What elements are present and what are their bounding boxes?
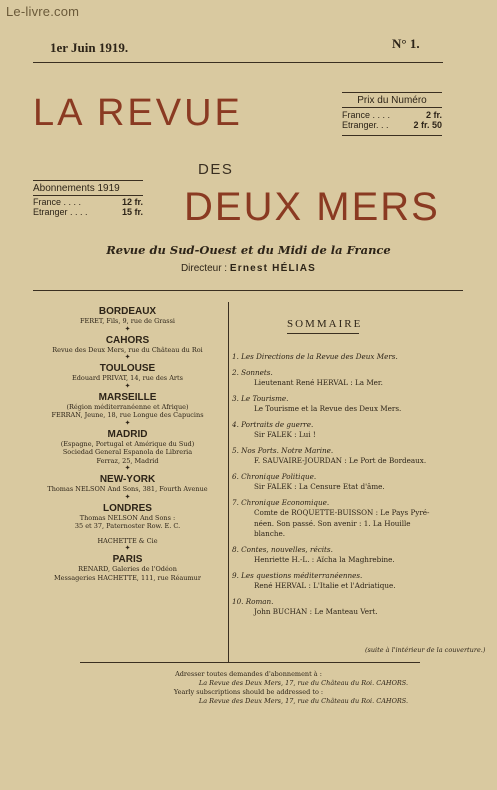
agency-line: (Espagne, Portugal et Amérique du Sud)	[60, 439, 195, 448]
agency-line: Thomas NELSON And Sons :	[79, 513, 176, 522]
ornament-icon: ✦	[124, 418, 131, 427]
agency-bordeaux	[35, 306, 220, 326]
agency-line: HACHETTE & Cie	[97, 536, 158, 545]
agency-city: LONDRES	[103, 502, 152, 514]
agency-city: PARIS	[112, 554, 143, 565]
agency-marseille	[35, 392, 220, 420]
toc-item	[232, 352, 460, 363]
agency-line: Ferraz, 25, Madrid	[96, 456, 159, 465]
toc-item	[232, 446, 460, 467]
toc-item-heading: 1. Les Directions de la Revue des Deux Mers.	[232, 352, 398, 361]
price-rule-mid	[342, 107, 442, 108]
column-divider	[228, 302, 229, 662]
toc-item-entry: néen. Son passé. Son avenir : 1. La Houille	[254, 518, 411, 528]
ornament-icon: ✦	[124, 353, 131, 361]
toc-item-heading: 3. Le Tourisme.	[232, 393, 289, 403]
toc-item-heading: 7. Chronique Economique.	[232, 497, 330, 507]
agency-line: Thomas NELSON And Sons, 381, Fourth Avenue	[47, 485, 208, 493]
toc-item-heading: 2. Sonnets.	[232, 367, 273, 377]
section-rule	[33, 290, 463, 291]
toc-item-entry: René HERVAL : L'Italie et l'Adriatique.	[254, 581, 396, 590]
agency-city: NEW-YORK	[99, 474, 156, 485]
price-value: 2 fr. 50	[413, 120, 442, 130]
footer-address-en	[0, 697, 497, 706]
agency-line: 35 et 37, Paternoster Row. E. C.	[74, 522, 181, 530]
issue-date: 1er Juin 1919.	[50, 40, 129, 55]
toc-item-entry: Le Tourisme et la Revue des Deux Mers.	[254, 404, 402, 413]
agency-new-york	[35, 474, 220, 494]
toc-item-entry: Sir FALEK : Lui !	[254, 430, 316, 439]
footer-address-en-text: La Revue des Deux Mers, 17, rue du Château du Roi. CAHORS.	[198, 697, 409, 705]
toc-item-entry: F. SAUVAIRE-JOURDAN : Le Port de Bordeaux.	[254, 456, 427, 465]
toc-item	[232, 420, 460, 441]
subscription-rule-mid	[33, 195, 143, 196]
toc-item-heading: 6. Chronique Politique.	[232, 471, 317, 481]
toc-item-heading: 9. Les questions méditerranéennes.	[232, 570, 363, 580]
issue-number: N° 1.	[392, 36, 420, 51]
agency-toulouse	[35, 363, 220, 383]
subscription-label: France . . . .	[33, 197, 82, 207]
toc-item	[232, 597, 460, 618]
title-la-revue: LA REVUE	[33, 92, 243, 134]
agency-londres	[35, 503, 220, 546]
title-des: DES	[198, 161, 234, 178]
director-label: Directeur :	[180, 263, 228, 274]
agency-line: Sociedad General Espanola de Libreria	[62, 448, 193, 456]
toc-item-entry: Comte de ROQUETTE-BUISSON : Le Pays Pyré-	[254, 508, 430, 517]
subscription-row	[33, 197, 143, 207]
price-rule-top	[342, 92, 442, 93]
toc-item-heading: 5. Nos Ports. Notre Marine.	[232, 445, 334, 455]
toc-item-entry: blanche.	[254, 529, 286, 538]
subscription-value: 15 fr.	[121, 207, 143, 217]
toc-item	[232, 571, 460, 592]
agency-line: FERRAN, Jeune, 18, rue Longue des Capucins	[51, 411, 204, 419]
header-rule	[33, 62, 443, 63]
toc-item-heading: 8. Contes, nouvelles, récits.	[232, 544, 333, 554]
toc-item-heading: 4. Portraits de guerre.	[232, 419, 314, 429]
director-name: Ernest HÉLIAS	[229, 263, 317, 274]
watermark: Le-livre.com	[6, 4, 80, 19]
agency-line: Revue des Deux Mers, rue du Château du Roi	[52, 345, 203, 354]
agency-city: MARSEILLE	[98, 391, 157, 403]
agency-paris	[35, 554, 220, 582]
toc-item-heading: 10. Roman.	[232, 596, 274, 606]
agencies-column	[35, 300, 220, 582]
toc-item-entry: John BUCHAN : Le Manteau Vert.	[254, 607, 378, 616]
toc-item	[232, 394, 460, 415]
agency-line: RENARD, Galeries de l'Odéon	[78, 565, 177, 573]
agency-city: BORDEAUX	[98, 306, 157, 317]
price-box	[342, 95, 442, 130]
ornament-icon: ✦	[124, 464, 131, 472]
ornament-icon: ✦	[124, 544, 131, 552]
subscription-heading: Abonnements 1919	[33, 183, 120, 194]
subscription-row	[33, 207, 143, 217]
ornament-icon: ✦	[124, 324, 131, 333]
toc-item	[232, 472, 460, 493]
price-row	[342, 120, 442, 130]
toc-item-entry: Lieutenant René HERVAL : La Mer.	[254, 378, 383, 387]
director-line	[0, 263, 497, 274]
ornament-icon: ✦	[124, 492, 131, 501]
toc-item-entry: Henriette H.-L. : Aïcha la Maghrebine.	[254, 555, 395, 564]
agency-city: TOULOUSE	[99, 363, 156, 374]
price-row	[342, 110, 442, 120]
agency-cahors	[35, 335, 220, 355]
agency-city: CAHORS	[105, 334, 150, 346]
price-rule-bottom	[342, 135, 442, 136]
toc-item	[232, 498, 460, 540]
sommaire-title: SOMMAIRE	[287, 318, 363, 330]
sommaire-underline	[287, 333, 359, 334]
subscription-rule-top	[33, 180, 143, 181]
continued-note: (suite à l'intérieur de la couverture.)	[365, 646, 486, 654]
subscription-box	[33, 183, 143, 217]
footer-address-fr	[0, 679, 497, 688]
agency-madrid	[35, 429, 220, 466]
agency-city: MADRID	[107, 428, 148, 440]
toc-item	[232, 368, 460, 389]
price-label: Etranger. . .	[342, 120, 389, 130]
price-value: 2 fr.	[425, 110, 442, 120]
footer-rule	[80, 662, 420, 663]
toc-item	[232, 545, 460, 566]
footer-line-fr: Adresser toutes demandes d'abonnement à :	[175, 670, 322, 678]
price-label: France . . . .	[342, 110, 391, 120]
subscription-value: 12 fr.	[121, 197, 143, 207]
footer	[0, 670, 497, 706]
subtitle: Revue du Sud-Ouest et du Midi de la France	[106, 243, 391, 257]
ornament-icon: ✦	[124, 381, 131, 390]
agency-line: (Région méditerranéenne et Afrique)	[66, 402, 189, 411]
agency-line: Messageries HACHETTE, 111, rue Réaumur	[54, 573, 201, 582]
agency-line: Edouard PRIVAT, 14, rue des Arts	[72, 374, 183, 382]
footer-line-en: Yearly subscriptions should be addressed to :	[173, 688, 324, 696]
agency-line: FERET, Fils, 9, rue de Grassi	[79, 317, 175, 325]
table-of-contents	[232, 352, 460, 623]
title-deux-mers: DEUX MERS	[184, 185, 440, 229]
subscription-label: Etranger . . . .	[33, 207, 88, 217]
price-heading: Prix du Numéro	[357, 95, 427, 106]
toc-item-entry: Sir FALEK : La Censure Etat d'âme.	[254, 482, 385, 491]
footer-address-fr-text: La Revue des Deux Mers, 17, rue du Château du Roi. CAHORS.	[198, 679, 409, 687]
